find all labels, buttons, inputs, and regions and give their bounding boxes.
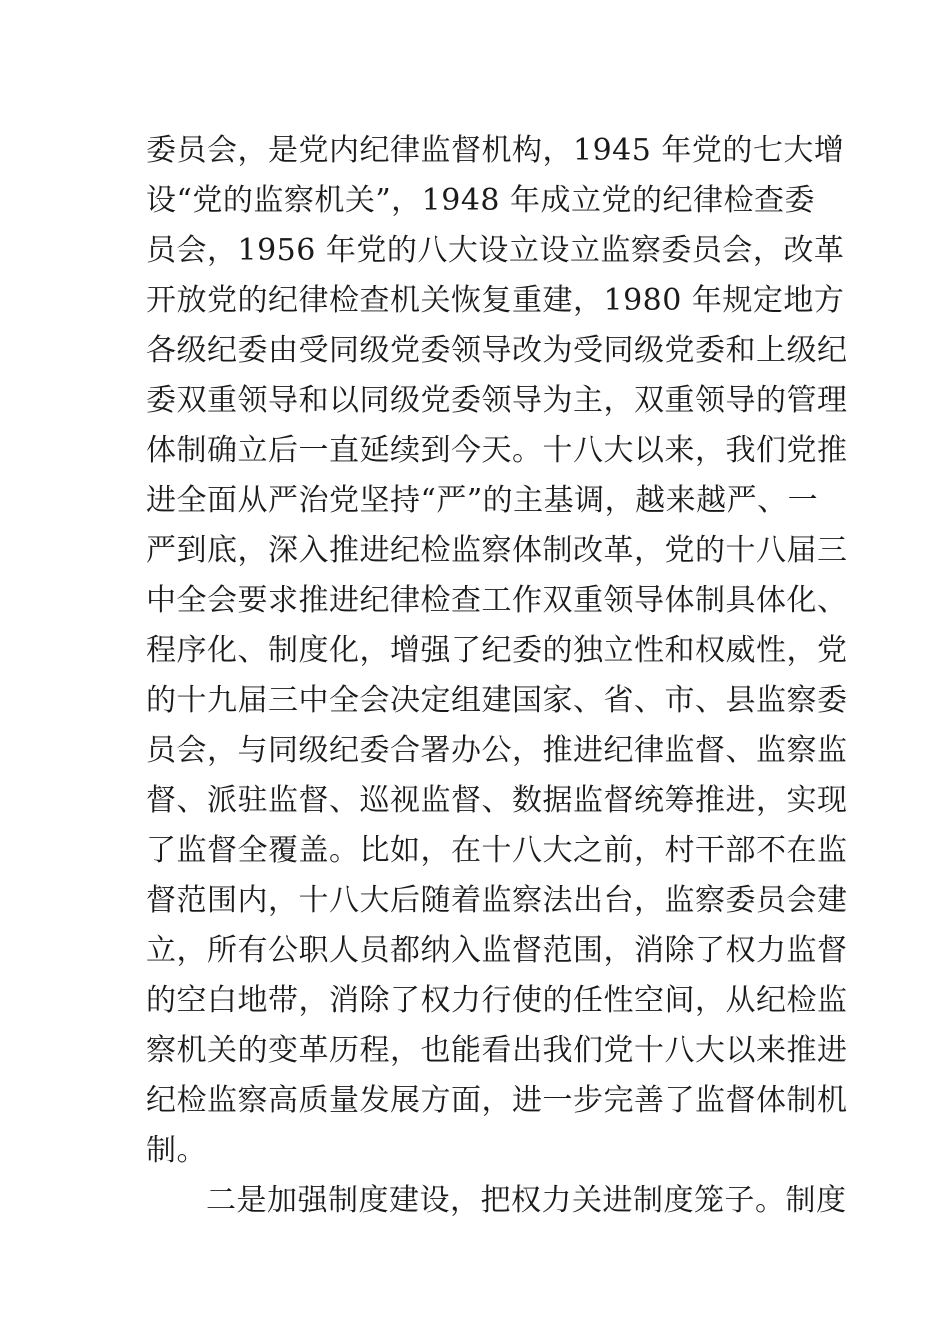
text-line: 开放党的纪律检查机关恢复重建，1980 年规定地方 bbox=[146, 283, 845, 318]
text-line: 制。 bbox=[146, 1133, 207, 1168]
text-line: 设“党的监察机关”，1948 年成立党的纪律检查委 bbox=[146, 183, 816, 218]
text-line: 各级纪委由受同级党委领导改为受同级党委和上级纪 bbox=[146, 333, 848, 368]
text-line: 程序化、制度化，增强了纪委的独立性和权威性，党 bbox=[146, 633, 848, 668]
text-line: 委双重领导和以同级党委领导为主，双重领导的管理 bbox=[146, 383, 848, 418]
text-line: 的空白地带，消除了权力行使的任性空间，从纪检监 bbox=[146, 983, 848, 1018]
text-line: 督范围内，十八大后随着监察法出台，监察委员会建 bbox=[146, 883, 848, 918]
text-line: 进全面从严治党坚持“严”的主基调，越来越严、一 bbox=[146, 483, 819, 518]
text-line: 立，所有公职人员都纳入监督范围，消除了权力监督 bbox=[146, 933, 848, 968]
text-line: 严到底，深入推进纪检监察体制改革，党的十八届三 bbox=[146, 533, 848, 568]
text-line: 了监督全覆盖。比如，在十八大之前，村干部不在监 bbox=[146, 833, 848, 868]
text-line: 体制确立后一直延续到今天。十八大以来，我们党推 bbox=[146, 433, 848, 468]
text-line: 的十九届三中全会决定组建国家、省、市、县监察委 bbox=[146, 683, 848, 718]
text-line: 员会，与同级纪委合署办公，推进纪律监督、监察监 bbox=[146, 733, 848, 768]
paragraph-first-line: 二是加强制度建设，把权力关进制度笼子。制度 bbox=[206, 1183, 847, 1218]
text-line: 督、派驻监督、巡视监督、数据监督统筹推进，实现 bbox=[146, 783, 848, 818]
text-line: 员会，1956 年党的八大设立设立监察委员会，改革 bbox=[146, 233, 845, 268]
document-body bbox=[146, 126, 848, 1226]
text-line: 委员会，是党内纪律监督机构，1945 年党的七大增 bbox=[146, 133, 845, 168]
text-line: 纪检监察高质量发展方面，进一步完善了监督体制机 bbox=[146, 1083, 848, 1118]
text-line: 中全会要求推进纪律检查工作双重领导体制具体化、 bbox=[146, 583, 848, 618]
text-line: 察机关的变革历程，也能看出我们党十八大以来推进 bbox=[146, 1033, 848, 1068]
